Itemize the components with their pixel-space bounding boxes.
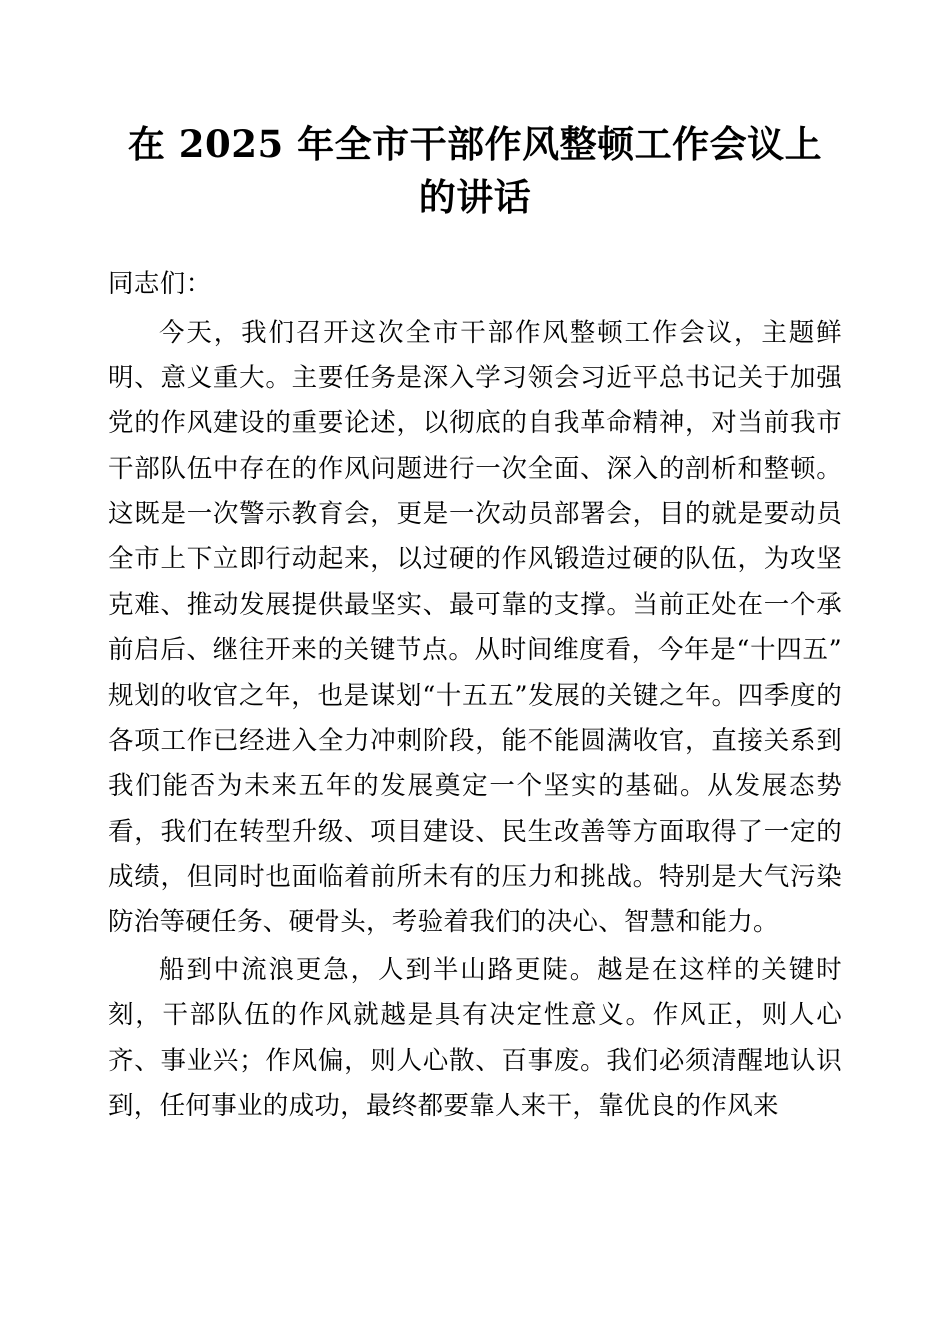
page-title: 在 2025 年全市干部作风整顿工作会议上的讲话 [127, 122, 823, 219]
paragraph-1: 今天，我们召开这次全市干部作风整顿工作会议，主题鲜明、意义重大。主要任务是深入学习领会习近平总书记关于加强党的作风建设的重要论述，以彻底的自我革命精神，对当前我市干部队伍中存在的作风问题进行一次全面、深入的剖析和整顿。这既是一次警示教育会，更是一次动员部署会，目的就是要动员全市上下立即行动起来，以过硬的作风锻造过硬的队伍，为攻坚克难、推动发展提供最坚实、最可靠的支撑。当前正处在一个承前启后、继往开来的关键节点。从时间维度看，今年是“十四五”规划的收官之年，也是谋划“十五五”发展的关键之年。四季度的各项工作已经进入全力冲刺阶段，能不能圆满收官，直接关系到我们能否为未来五年的发展奠定一个坚实的基础。从发展态势看，我们在转型升级、项目建设、民生改善等方面取得了一定的成绩，但同时也面临着前所未有的压力和挑战。特别是大气污染防治等硬任务、硬骨头，考验着我们的决心、智慧和能力。 [108, 317, 842, 938]
paragraph-2: 船到中流浪更急，人到半山路更陡。越是在这样的关键时刻，干部队伍的作风就越是具有决定性意义。作风正，则人心齐、事业兴；作风偏，则人心散、百事废。我们必须清醒地认识到，任何事业的成功，最终都要靠人来干，靠优良的作风来 [108, 954, 842, 1121]
salutation: 同志们： [108, 269, 212, 300]
